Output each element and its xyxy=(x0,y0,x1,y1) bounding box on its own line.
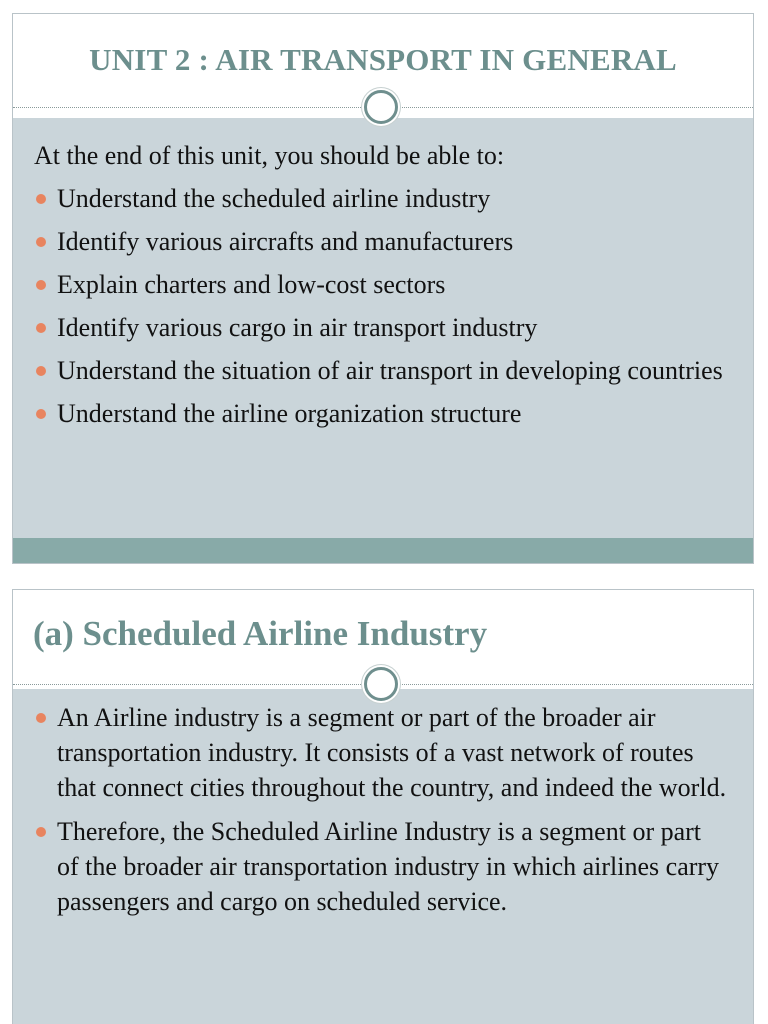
ring-ornament-icon xyxy=(364,667,398,701)
list-item-text: Explain charters and low-cost sectors xyxy=(57,270,446,299)
list-item-text: Understand the scheduled airline industry xyxy=(57,184,491,213)
intro-text: At the end of this unit, you should be able to: xyxy=(34,141,505,170)
bullet-dot-icon xyxy=(36,280,46,290)
slide-footer-bar xyxy=(13,538,753,564)
slide-body xyxy=(13,118,753,538)
bullet-dot-icon xyxy=(36,713,46,723)
slide-title: (a) Scheduled Airline Industry xyxy=(33,614,488,653)
list-item xyxy=(34,224,729,259)
slide-body xyxy=(13,689,753,1024)
bullet-dot-icon xyxy=(36,237,46,247)
bullet-dot-icon xyxy=(36,827,46,837)
objectives-list xyxy=(34,181,729,431)
list-item xyxy=(34,310,729,345)
ring-ornament-icon xyxy=(364,90,398,124)
bullet-dot-icon xyxy=(36,323,46,333)
definition-list xyxy=(34,700,729,919)
list-item-text: Identify various cargo in air transport industry xyxy=(57,313,538,342)
list-item xyxy=(34,353,729,388)
list-item xyxy=(34,396,729,431)
list-item xyxy=(34,267,729,302)
bullet-dot-icon xyxy=(36,409,46,419)
bullet-dot-icon xyxy=(36,366,46,376)
slide-content xyxy=(34,138,729,439)
list-item-text: Understand the situation of air transport in developing countries xyxy=(57,356,723,385)
list-item-text: An Airline industry is a segment or part of the broader air transportation industry. It consists of a vast network of routes that connect cities throughout the country, and indeed the world. xyxy=(57,703,727,802)
slide-scheduled-airline xyxy=(12,589,754,1024)
list-item xyxy=(34,814,729,919)
list-item-text: Therefore, the Scheduled Airline Industry is a segment or part of the broader air transportation industry in which airlines carry passengers and cargo on scheduled service. xyxy=(57,817,720,916)
list-item xyxy=(34,700,729,805)
slide-title: UNIT 2 : AIR TRANSPORT IN GENERAL xyxy=(89,42,677,77)
list-item xyxy=(34,181,729,216)
slide-content xyxy=(34,700,729,928)
slide-unit-overview xyxy=(12,13,754,564)
list-item-text: Identify various aircrafts and manufacturers xyxy=(57,227,514,256)
bullet-dot-icon xyxy=(36,194,46,204)
list-item-text: Understand the airline organization structure xyxy=(57,399,522,428)
